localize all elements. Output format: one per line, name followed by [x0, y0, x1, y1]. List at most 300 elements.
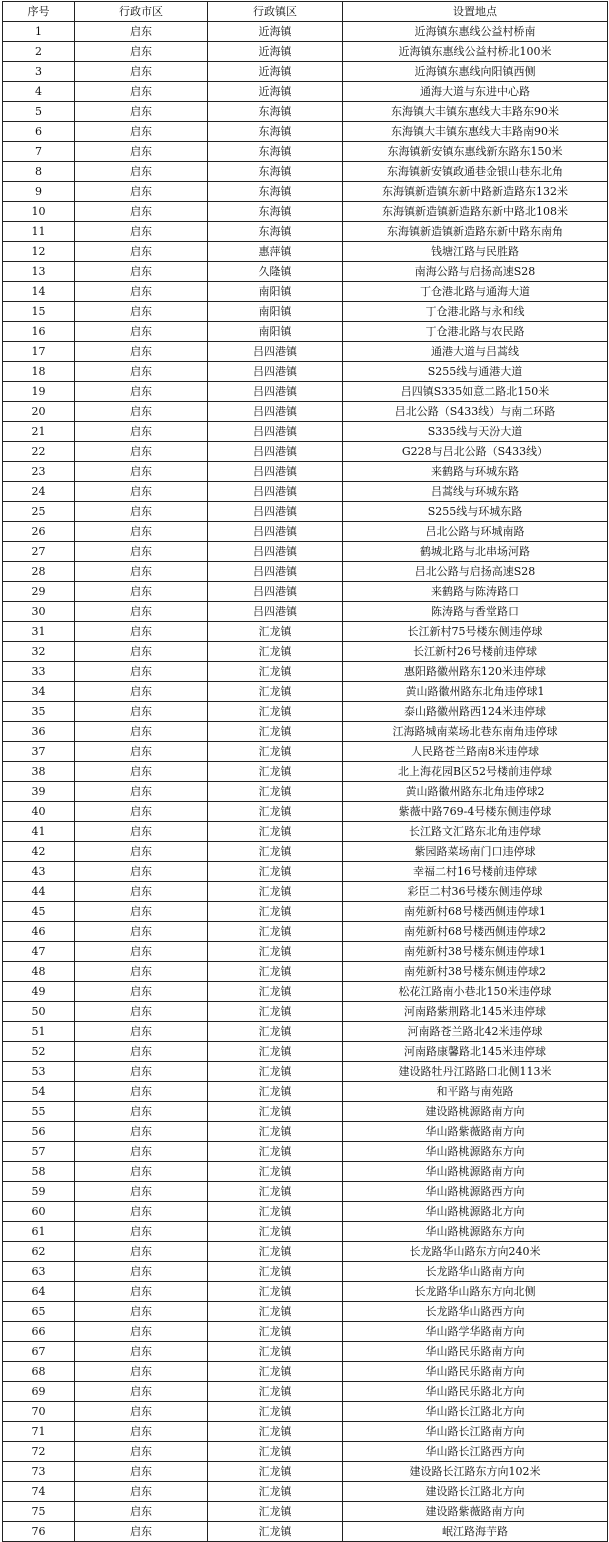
cell-town: 汇龙镇 — [208, 842, 343, 862]
cell-town: 汇龙镇 — [208, 662, 343, 682]
table-row — [3, 382, 608, 402]
cell-location: 南海公路与启扬高速S28 — [343, 262, 608, 282]
cell-index: 24 — [3, 482, 75, 502]
cell-town: 汇龙镇 — [208, 1322, 343, 1342]
cell-city: 启东 — [75, 122, 208, 142]
table-row — [3, 1222, 608, 1242]
cell-town: 汇龙镇 — [208, 762, 343, 782]
cell-city: 启东 — [75, 1182, 208, 1202]
cell-location: 华山路长江路西方向 — [343, 1442, 608, 1462]
table-row — [3, 342, 608, 362]
cell-city: 启东 — [75, 902, 208, 922]
cell-index: 67 — [3, 1342, 75, 1362]
cell-city: 启东 — [75, 1522, 208, 1542]
cell-index: 38 — [3, 762, 75, 782]
cell-city: 启东 — [75, 762, 208, 782]
cell-location: G228与吕北公路（S433线） — [343, 442, 608, 462]
cell-town: 近海镇 — [208, 62, 343, 82]
cell-index: 11 — [3, 222, 75, 242]
table-row — [3, 1382, 608, 1402]
cell-location: 东海镇新造镇新造路东新中路东南角 — [343, 222, 608, 242]
table-row — [3, 1102, 608, 1122]
cell-city: 启东 — [75, 102, 208, 122]
cell-location: 华山路民乐路南方向 — [343, 1362, 608, 1382]
cell-index: 33 — [3, 662, 75, 682]
cell-town: 汇龙镇 — [208, 742, 343, 762]
cell-location: 鹤城北路与北串场河路 — [343, 542, 608, 562]
cell-city: 启东 — [75, 1102, 208, 1122]
table-row — [3, 422, 608, 442]
cell-location: 幸福二村16号楼前违停球 — [343, 862, 608, 882]
cell-city: 启东 — [75, 1142, 208, 1162]
cell-city: 启东 — [75, 22, 208, 42]
cell-city: 启东 — [75, 1122, 208, 1142]
cell-town: 吕四港镇 — [208, 362, 343, 382]
table-row — [3, 842, 608, 862]
table-row — [3, 1262, 608, 1282]
header-row — [3, 2, 608, 22]
table-row — [3, 582, 608, 602]
cell-location: 紫园路菜场南门口违停球 — [343, 842, 608, 862]
cell-town: 近海镇 — [208, 82, 343, 102]
table-row — [3, 282, 608, 302]
cell-city: 启东 — [75, 662, 208, 682]
cell-location: 泰山路徽州路西124米违停球 — [343, 702, 608, 722]
cell-location: 丁仓港北路与农民路 — [343, 322, 608, 342]
cell-town: 吕四港镇 — [208, 582, 343, 602]
cell-location: 河南路紫荆路北145米违停球 — [343, 1002, 608, 1022]
table-row — [3, 1162, 608, 1182]
table-row — [3, 442, 608, 462]
cell-index: 19 — [3, 382, 75, 402]
cell-town: 汇龙镇 — [208, 922, 343, 942]
cell-index: 13 — [3, 262, 75, 282]
cell-city: 启东 — [75, 42, 208, 62]
cell-index: 32 — [3, 642, 75, 662]
cell-location: 松花江路南小巷北150米违停球 — [343, 982, 608, 1002]
cell-index: 1 — [3, 22, 75, 42]
cell-town: 汇龙镇 — [208, 882, 343, 902]
cell-city: 启东 — [75, 1502, 208, 1522]
cell-location: 东海镇新造镇东新中路新造路东132米 — [343, 182, 608, 202]
cell-location: 长龙路华山路东方向240米 — [343, 1242, 608, 1262]
table-row — [3, 222, 608, 242]
cell-town: 汇龙镇 — [208, 1102, 343, 1122]
cell-location: 长江新村26号楼前违停球 — [343, 642, 608, 662]
table-row — [3, 922, 608, 942]
cell-city: 启东 — [75, 1322, 208, 1342]
table-row — [3, 1422, 608, 1442]
cell-index: 48 — [3, 962, 75, 982]
table-row — [3, 702, 608, 722]
table-row — [3, 322, 608, 342]
cell-town: 汇龙镇 — [208, 982, 343, 1002]
table-row — [3, 822, 608, 842]
cell-city: 启东 — [75, 242, 208, 262]
cell-location: 南苑新村38号楼东侧违停球2 — [343, 962, 608, 982]
cell-city: 启东 — [75, 882, 208, 902]
table-row — [3, 1522, 608, 1542]
cell-location: 黄山路徽州路东北角违停球2 — [343, 782, 608, 802]
cell-location: 近海镇东惠线向阳镇西侧 — [343, 62, 608, 82]
cell-town: 汇龙镇 — [208, 1182, 343, 1202]
cell-town: 汇龙镇 — [208, 862, 343, 882]
cell-index: 4 — [3, 82, 75, 102]
cell-index: 61 — [3, 1222, 75, 1242]
cell-town: 汇龙镇 — [208, 1462, 343, 1482]
cell-city: 启东 — [75, 582, 208, 602]
cell-index: 63 — [3, 1262, 75, 1282]
cell-index: 6 — [3, 122, 75, 142]
cell-city: 启东 — [75, 742, 208, 762]
header-location: 设置地点 — [343, 2, 608, 22]
table-header — [3, 2, 608, 22]
cell-location: 河南路苍兰路北42米违停球 — [343, 1022, 608, 1042]
cell-city: 启东 — [75, 462, 208, 482]
table-row — [3, 622, 608, 642]
cell-city: 启东 — [75, 262, 208, 282]
cell-location: 吕蒿线与环城东路 — [343, 482, 608, 502]
cell-index: 52 — [3, 1042, 75, 1062]
cell-location: S335线与天汾大道 — [343, 422, 608, 442]
cell-city: 启东 — [75, 82, 208, 102]
cell-location: 紫薇中路769-4号楼东侧违停球 — [343, 802, 608, 822]
table-row — [3, 1482, 608, 1502]
cell-location: 东海镇大丰镇东惠线大丰路东90米 — [343, 102, 608, 122]
cell-town: 汇龙镇 — [208, 1342, 343, 1362]
table-row — [3, 1042, 608, 1062]
cell-location: 陈涛路与香堂路口 — [343, 602, 608, 622]
cell-city: 启东 — [75, 1382, 208, 1402]
cell-index: 53 — [3, 1062, 75, 1082]
cell-location: 建设路长江路东方向102米 — [343, 1462, 608, 1482]
table-row — [3, 942, 608, 962]
cell-index: 55 — [3, 1102, 75, 1122]
cell-index: 2 — [3, 42, 75, 62]
cell-city: 启东 — [75, 702, 208, 722]
cell-city: 启东 — [75, 782, 208, 802]
cell-town: 汇龙镇 — [208, 1042, 343, 1062]
cell-town: 东海镇 — [208, 222, 343, 242]
cell-location: 建设路牡丹江路路口北侧113米 — [343, 1062, 608, 1082]
cell-index: 41 — [3, 822, 75, 842]
cell-index: 65 — [3, 1302, 75, 1322]
cell-location: 南苑新村38号楼东侧违停球1 — [343, 942, 608, 962]
table-row — [3, 1082, 608, 1102]
cell-index: 27 — [3, 542, 75, 562]
cell-city: 启东 — [75, 382, 208, 402]
cell-city: 启东 — [75, 222, 208, 242]
cell-city: 启东 — [75, 402, 208, 422]
cell-city: 启东 — [75, 202, 208, 222]
table-row — [3, 722, 608, 742]
cell-town: 吕四港镇 — [208, 402, 343, 422]
cell-location: 惠阳路徽州路东120米违停球 — [343, 662, 608, 682]
cell-location: 东海镇大丰镇东惠线大丰路南90米 — [343, 122, 608, 142]
cell-location: 东海镇新安镇东惠线新东路东150米 — [343, 142, 608, 162]
table-row — [3, 982, 608, 1002]
cell-index: 36 — [3, 722, 75, 742]
cell-index: 59 — [3, 1182, 75, 1202]
cell-index: 51 — [3, 1022, 75, 1042]
cell-index: 14 — [3, 282, 75, 302]
table-row — [3, 802, 608, 822]
table-row — [3, 242, 608, 262]
cell-city: 启东 — [75, 522, 208, 542]
cell-city: 启东 — [75, 1362, 208, 1382]
cell-index: 42 — [3, 842, 75, 862]
cell-city: 启东 — [75, 142, 208, 162]
table-row — [3, 1022, 608, 1042]
cell-location: 北上海花园B区52号楼前违停球 — [343, 762, 608, 782]
cell-location: 华山路民乐路北方向 — [343, 1382, 608, 1402]
cell-index: 68 — [3, 1362, 75, 1382]
cell-index: 70 — [3, 1402, 75, 1422]
cell-town: 东海镇 — [208, 102, 343, 122]
cell-city: 启东 — [75, 942, 208, 962]
table-body — [3, 22, 608, 1542]
cell-index: 35 — [3, 702, 75, 722]
cell-town: 汇龙镇 — [208, 802, 343, 822]
cell-town: 汇龙镇 — [208, 942, 343, 962]
cell-town: 惠萍镇 — [208, 242, 343, 262]
cell-index: 18 — [3, 362, 75, 382]
cell-town: 汇龙镇 — [208, 1242, 343, 1262]
table-row — [3, 182, 608, 202]
table-row — [3, 142, 608, 162]
cell-city: 启东 — [75, 622, 208, 642]
cell-city: 启东 — [75, 922, 208, 942]
cell-town: 汇龙镇 — [208, 1302, 343, 1322]
table-row — [3, 1322, 608, 1342]
table-row — [3, 762, 608, 782]
cell-city: 启东 — [75, 542, 208, 562]
table-row — [3, 1202, 608, 1222]
table-row — [3, 462, 608, 482]
cell-city: 启东 — [75, 1002, 208, 1022]
cell-location: 建设路长江路北方向 — [343, 1482, 608, 1502]
cell-town: 南阳镇 — [208, 282, 343, 302]
cell-index: 71 — [3, 1422, 75, 1442]
cell-location: 吕北公路与环城南路 — [343, 522, 608, 542]
table-row — [3, 1362, 608, 1382]
cell-city: 启东 — [75, 62, 208, 82]
cell-location: 人民路苍兰路南8米违停球 — [343, 742, 608, 762]
cell-location: 长江路文汇路东北角违停球 — [343, 822, 608, 842]
cell-location: 华山路桃源路东方向 — [343, 1222, 608, 1242]
cell-index: 8 — [3, 162, 75, 182]
table-row — [3, 482, 608, 502]
cell-city: 启东 — [75, 842, 208, 862]
cell-location: 黄山路徽州路东北角违停球1 — [343, 682, 608, 702]
cell-city: 启东 — [75, 1062, 208, 1082]
cell-town: 吕四港镇 — [208, 562, 343, 582]
cell-index: 31 — [3, 622, 75, 642]
cell-town: 吕四港镇 — [208, 382, 343, 402]
cell-index: 28 — [3, 562, 75, 582]
cell-town: 汇龙镇 — [208, 902, 343, 922]
cell-index: 62 — [3, 1242, 75, 1262]
cell-location: S255线与通港大道 — [343, 362, 608, 382]
cell-town: 汇龙镇 — [208, 1262, 343, 1282]
cell-town: 汇龙镇 — [208, 1422, 343, 1442]
table-row — [3, 1402, 608, 1422]
cell-city: 启东 — [75, 962, 208, 982]
cell-town: 汇龙镇 — [208, 1442, 343, 1462]
cell-town: 汇龙镇 — [208, 1402, 343, 1422]
cell-city: 启东 — [75, 1302, 208, 1322]
cell-index: 5 — [3, 102, 75, 122]
cell-location: 来鹤路与陈涛路口 — [343, 582, 608, 602]
cell-town: 汇龙镇 — [208, 962, 343, 982]
cell-town: 东海镇 — [208, 202, 343, 222]
table-row — [3, 1502, 608, 1522]
cell-index: 58 — [3, 1162, 75, 1182]
cell-city: 启东 — [75, 362, 208, 382]
cell-location: 华山路桃源路北方向 — [343, 1202, 608, 1222]
cell-city: 启东 — [75, 422, 208, 442]
cell-location: 吕四镇S335如意二路北150米 — [343, 382, 608, 402]
table-row — [3, 62, 608, 82]
cell-location: 近海镇东惠线公益村桥北100米 — [343, 42, 608, 62]
cell-index: 45 — [3, 902, 75, 922]
cell-index: 26 — [3, 522, 75, 542]
table-row — [3, 602, 608, 622]
cell-town: 吕四港镇 — [208, 482, 343, 502]
cell-location: 钱塘江路与民胜路 — [343, 242, 608, 262]
header-city: 行政市区 — [75, 2, 208, 22]
cell-city: 启东 — [75, 1262, 208, 1282]
table-row — [3, 102, 608, 122]
cell-location: 华山路长江路北方向 — [343, 1402, 608, 1422]
cell-location: 丁仓港北路与永和线 — [343, 302, 608, 322]
table-row — [3, 542, 608, 562]
table-row — [3, 562, 608, 582]
table-row — [3, 42, 608, 62]
cell-town: 汇龙镇 — [208, 822, 343, 842]
cell-town: 南阳镇 — [208, 302, 343, 322]
cell-town: 汇龙镇 — [208, 1062, 343, 1082]
cell-city: 启东 — [75, 482, 208, 502]
cell-index: 75 — [3, 1502, 75, 1522]
cell-index: 43 — [3, 862, 75, 882]
cell-city: 启东 — [75, 502, 208, 522]
cell-city: 启东 — [75, 1442, 208, 1462]
cell-location: 华山路长江路南方向 — [343, 1422, 608, 1442]
table-row — [3, 1302, 608, 1322]
cell-location: 东海镇新安镇政通巷金银山巷东北角 — [343, 162, 608, 182]
cell-town: 汇龙镇 — [208, 1082, 343, 1102]
cell-city: 启东 — [75, 442, 208, 462]
table-row — [3, 1442, 608, 1462]
cell-town: 汇龙镇 — [208, 682, 343, 702]
cell-index: 73 — [3, 1462, 75, 1482]
cell-town: 汇龙镇 — [208, 622, 343, 642]
table-row — [3, 862, 608, 882]
cell-city: 启东 — [75, 602, 208, 622]
cell-town: 汇龙镇 — [208, 1362, 343, 1382]
cell-location: 通港大道与吕蒿线 — [343, 342, 608, 362]
table-row — [3, 1002, 608, 1022]
table-row — [3, 642, 608, 662]
cell-town: 汇龙镇 — [208, 1142, 343, 1162]
cell-location: 华山路桃源路南方向 — [343, 1162, 608, 1182]
cell-index: 9 — [3, 182, 75, 202]
cell-index: 50 — [3, 1002, 75, 1022]
cell-city: 启东 — [75, 1162, 208, 1182]
cell-city: 启东 — [75, 1342, 208, 1362]
cell-index: 76 — [3, 1522, 75, 1542]
cell-city: 启东 — [75, 322, 208, 342]
cell-city: 启东 — [75, 1202, 208, 1222]
cell-location: 丁仓港北路与通海大道 — [343, 282, 608, 302]
cell-location: 南苑新村68号楼西侧违停球2 — [343, 922, 608, 942]
cell-index: 21 — [3, 422, 75, 442]
cell-location: 来鹤路与环城东路 — [343, 462, 608, 482]
cell-index: 30 — [3, 602, 75, 622]
cell-index: 54 — [3, 1082, 75, 1102]
cell-index: 29 — [3, 582, 75, 602]
cell-city: 启东 — [75, 302, 208, 322]
cell-town: 南阳镇 — [208, 322, 343, 342]
cell-location: 华山路紫薇路南方向 — [343, 1122, 608, 1142]
cell-location: 长龙路华山路西方向 — [343, 1302, 608, 1322]
cell-index: 74 — [3, 1482, 75, 1502]
cell-town: 吕四港镇 — [208, 522, 343, 542]
cell-location: 南苑新村68号楼西侧违停球1 — [343, 902, 608, 922]
table-row — [3, 502, 608, 522]
cell-town: 吕四港镇 — [208, 422, 343, 442]
cell-location: 东海镇新造镇新造路东新中路北108米 — [343, 202, 608, 222]
cell-index: 66 — [3, 1322, 75, 1342]
cell-city: 启东 — [75, 802, 208, 822]
cell-city: 启东 — [75, 722, 208, 742]
cell-index: 17 — [3, 342, 75, 362]
cell-town: 东海镇 — [208, 162, 343, 182]
cell-town: 汇龙镇 — [208, 1002, 343, 1022]
cell-location: 长龙路华山路东方向北侧 — [343, 1282, 608, 1302]
cell-location: 华山路桃源路西方向 — [343, 1182, 608, 1202]
cell-index: 64 — [3, 1282, 75, 1302]
cell-index: 12 — [3, 242, 75, 262]
cell-location: 华山路民乐路南方向 — [343, 1342, 608, 1362]
table-row — [3, 1462, 608, 1482]
cell-city: 启东 — [75, 1422, 208, 1442]
cell-index: 25 — [3, 502, 75, 522]
cell-index: 72 — [3, 1442, 75, 1462]
cell-city: 启东 — [75, 682, 208, 702]
cell-town: 汇龙镇 — [208, 1162, 343, 1182]
table-row — [3, 362, 608, 382]
cell-index: 46 — [3, 922, 75, 942]
cell-location: 吕北公路（S433线）与南二环路 — [343, 402, 608, 422]
cell-town: 汇龙镇 — [208, 782, 343, 802]
cell-town: 东海镇 — [208, 182, 343, 202]
cell-index: 49 — [3, 982, 75, 1002]
cell-location: S255线与环城东路 — [343, 502, 608, 522]
table-row — [3, 82, 608, 102]
cell-index: 56 — [3, 1122, 75, 1142]
table-row — [3, 782, 608, 802]
cell-index: 16 — [3, 322, 75, 342]
cell-town: 吕四港镇 — [208, 502, 343, 522]
cell-location: 吕北公路与启扬高速S28 — [343, 562, 608, 582]
cell-town: 久隆镇 — [208, 262, 343, 282]
cell-index: 44 — [3, 882, 75, 902]
table-row — [3, 662, 608, 682]
cell-city: 启东 — [75, 1462, 208, 1482]
table-row — [3, 1142, 608, 1162]
